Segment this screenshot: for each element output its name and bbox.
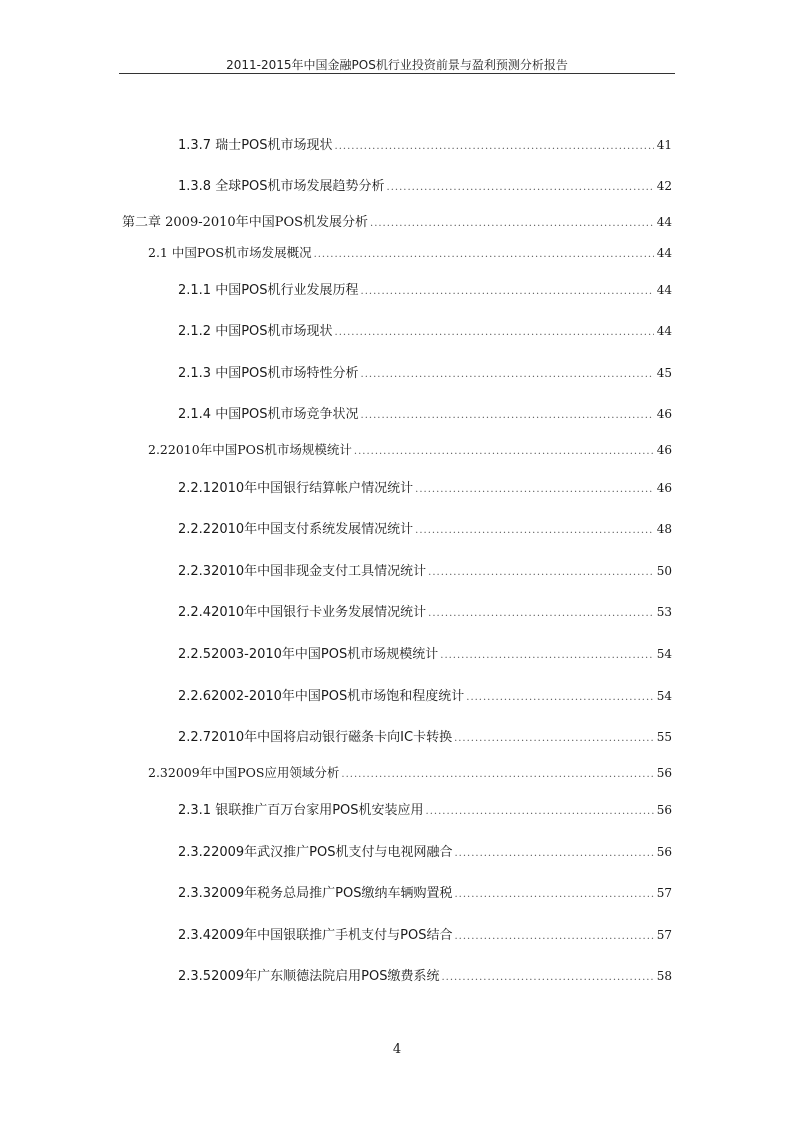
toc-entry-page: 54 [656, 647, 672, 661]
toc-entry-title: 2.2.42010年中国银行卡业务发展情况统计 [178, 605, 427, 620]
toc-entry-page: 44 [656, 283, 672, 297]
toc-entry-title: 2.3.52009年广东顺德法院启用POS缴费系统 [178, 969, 440, 984]
toc-entry-page: 53 [656, 605, 672, 619]
toc-entry[interactable] [148, 243, 672, 261]
toc-entry-page: 44 [656, 215, 672, 229]
toc-leader-dots [361, 286, 654, 297]
toc-leader-dots [361, 410, 654, 421]
toc-entry-page: 44 [656, 324, 672, 338]
toc-leader-dots [335, 327, 654, 338]
toc-entry[interactable] [178, 841, 672, 860]
toc-entry-title: 2.2.32010年中国非现金支付工具情况统计 [178, 564, 427, 579]
toc-entry[interactable] [178, 134, 672, 153]
toc-leader-dots [335, 141, 654, 152]
toc-entry-page: 46 [656, 407, 672, 421]
toc-entry-page: 58 [656, 969, 672, 983]
toc-entry-page: 44 [656, 246, 672, 260]
toc-leader-dots [466, 692, 653, 703]
toc-entry-page: 56 [656, 845, 672, 859]
toc-entry-title: 1.3.8 全球POS机市场发展趋势分析 [178, 179, 385, 194]
toc-entry-page: 46 [656, 481, 672, 495]
toc-leader-dots [455, 848, 654, 859]
toc-leader-dots [415, 525, 654, 536]
toc-entry[interactable] [178, 175, 672, 194]
toc-entry[interactable] [178, 560, 672, 579]
toc-leader-dots [341, 769, 653, 780]
toc-leader-dots [440, 650, 653, 661]
toc-entry[interactable] [122, 211, 672, 230]
toc-entry-title: 2.2.52003-2010年中国POS机市场规模统计 [178, 647, 439, 662]
toc-entry[interactable] [148, 763, 672, 781]
toc-entry-page: 50 [656, 564, 672, 578]
toc-leader-dots [455, 889, 654, 900]
toc-leader-dots [361, 369, 654, 380]
toc-leader-dots [455, 931, 654, 942]
toc-entry-title: 2.1.1 中国POS机行业发展历程 [178, 283, 359, 298]
toc-entry[interactable] [178, 965, 672, 984]
toc-entry-page: 56 [656, 766, 672, 780]
toc-entry-page: 41 [656, 138, 672, 152]
toc-entry-title: 1.3.7 瑞士POS机市场现状 [178, 138, 333, 153]
toc-entry-title: 2.2.22010年中国支付系统发展情况统计 [178, 522, 414, 537]
toc-entry-title: 2.1.3 中国POS机市场特性分析 [178, 366, 359, 381]
toc-entry-page: 42 [656, 179, 672, 193]
toc-entry-page: 54 [656, 689, 672, 703]
toc-entry[interactable] [178, 518, 672, 537]
toc-entry-title: 2.3.1 银联推广百万台家用POS机安装应用 [178, 803, 424, 818]
toc-entry-title: 2.1.2 中国POS机市场现状 [178, 324, 333, 339]
toc-entry-title: 2.3.32009年税务总局推广POS缴纳车辆购置税 [178, 886, 453, 901]
toc-entry-title: 2.2.72010年中国将启动银行磁条卡向IC卡转换 [178, 730, 453, 745]
toc-leader-dots [426, 806, 654, 817]
toc-entry-page: 55 [656, 730, 672, 744]
toc-entry[interactable] [178, 882, 672, 901]
toc-entry-title: 2.2.62002-2010年中国POS机市场饱和程度统计 [178, 689, 465, 704]
toc-entry-page: 46 [656, 443, 672, 457]
toc-entry[interactable] [178, 403, 672, 422]
toc-entry[interactable] [178, 320, 672, 339]
toc-leader-dots [314, 249, 654, 260]
toc-entry[interactable] [178, 726, 672, 745]
toc-entry-page: 48 [656, 522, 672, 536]
toc-leader-dots [442, 972, 654, 983]
toc-entry-title: 2.22010年中国POS机市场规模统计 [148, 442, 352, 457]
toc-entry[interactable] [178, 477, 672, 496]
toc-entry-page: 56 [656, 803, 672, 817]
toc-entry[interactable] [178, 924, 672, 943]
toc-leader-dots [428, 567, 654, 578]
toc-leader-dots [428, 608, 654, 619]
toc-leader-dots [387, 182, 654, 193]
toc-entry[interactable] [178, 601, 672, 620]
toc-entry-page: 45 [656, 366, 672, 380]
toc-entry[interactable] [178, 799, 672, 818]
page-number: 4 [392, 1042, 402, 1057]
toc-entry-title: 2.2.12010年中国银行结算帐户情况统计 [178, 481, 414, 496]
toc-entry-page: 57 [656, 886, 672, 900]
toc-leader-dots [370, 218, 654, 229]
toc-entry[interactable] [148, 440, 672, 458]
header-rule [119, 73, 675, 74]
toc-leader-dots [454, 733, 654, 744]
toc-entry-title: 2.3.22009年武汉推广POS机支付与电视网融合 [178, 845, 453, 860]
toc-leader-dots [415, 484, 654, 495]
toc-entry-page: 57 [656, 928, 672, 942]
running-header: 2011-2015年中国金融POS机行业投资前景与盈利预测分析报告 [226, 58, 568, 72]
toc-entry[interactable] [178, 643, 672, 662]
toc-entry[interactable] [178, 279, 672, 298]
toc-entry-title: 2.3.42009年中国银联推广手机支付与POS结合 [178, 928, 453, 943]
toc-entry-title: 2.32009年中国POS应用领域分析 [148, 765, 340, 780]
toc-leader-dots [354, 446, 654, 457]
toc-entry-title: 2.1.4 中国POS机市场竞争状况 [178, 407, 359, 422]
toc-entry-title: 2.1 中国POS机市场发展概况 [148, 245, 312, 260]
toc-entry-title: 第二章 2009-2010年中国POS机发展分析 [122, 215, 369, 230]
toc-entry[interactable] [178, 362, 672, 381]
toc-entry[interactable] [178, 685, 672, 704]
